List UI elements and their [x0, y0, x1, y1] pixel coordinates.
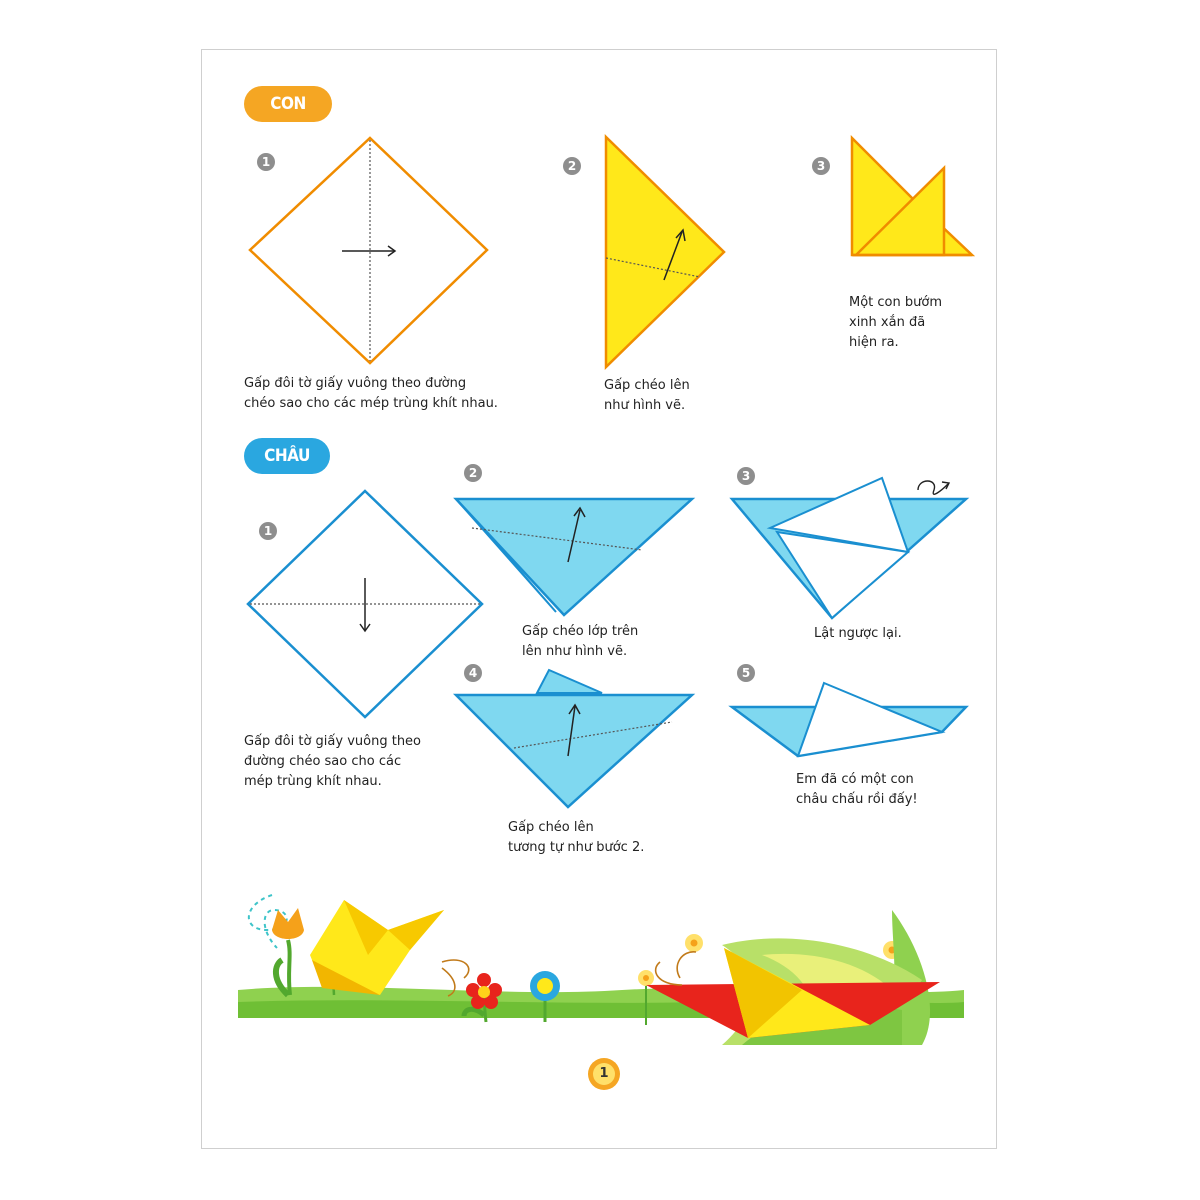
- grasshopper-step-4-caption: Gấp chéo lên tương tự như bước 2.: [508, 820, 645, 855]
- grasshopper-step-1-number: 1: [259, 522, 277, 540]
- butterfly-step-1-caption: Gấp đôi tờ giấy vuông theo đường chéo sao cho các mép trùng khít nhau.: [244, 376, 498, 411]
- butterfly-step-2-caption: Gấp chéo lên như hình vẽ.: [604, 378, 690, 413]
- grasshopper-step-3-caption: Lật ngược lại.: [814, 626, 902, 641]
- grasshopper-step-4-number: 4: [464, 664, 482, 682]
- page-number: 1: [599, 1066, 609, 1081]
- grasshopper-step-1-caption: Gấp đôi tờ giấy vuông theo đường chéo sao cho các mép trùng khít nhau.: [244, 734, 422, 789]
- page-number-sun: [202, 50, 998, 1150]
- section-title-grasshopper: CHÂU CHẤU: [244, 438, 330, 474]
- grasshopper-step-5-caption: Em đã có một con châu chấu rồi đấy!: [796, 772, 918, 807]
- grasshopper-step-3-number: 3: [737, 467, 755, 485]
- grasshopper-step-2-number: 2: [464, 464, 482, 482]
- worksheet-page: [201, 49, 997, 1149]
- butterfly-step-3-number: 3: [812, 157, 830, 175]
- grasshopper-step-2-caption: Gấp chéo lớp trên lên như hình vẽ.: [522, 624, 639, 659]
- butterfly-step-1-number: 1: [257, 153, 275, 171]
- grasshopper-step-5-number: 5: [737, 664, 755, 682]
- butterfly-step-2-number: 2: [563, 157, 581, 175]
- section-title-butterfly: CON BƯỚM: [244, 86, 332, 122]
- butterfly-step-3-caption: Một con bướm xinh xắn đã hiện ra.: [849, 295, 942, 350]
